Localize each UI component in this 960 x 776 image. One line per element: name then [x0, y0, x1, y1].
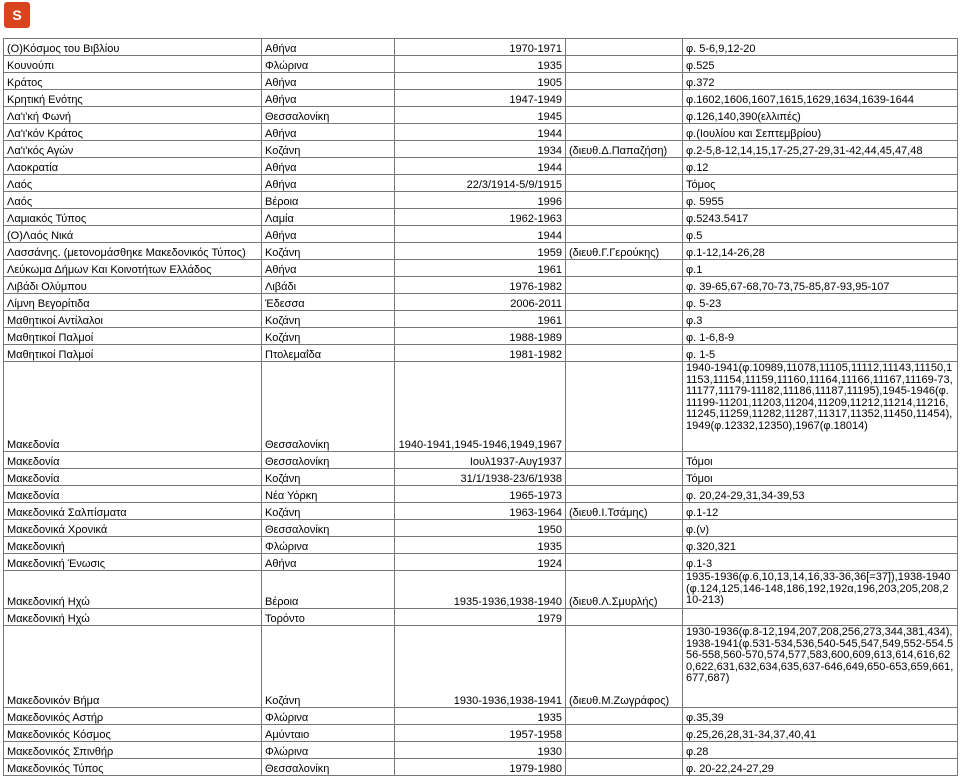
cell-city: Θεσσαλονίκη	[262, 362, 395, 452]
cell-note	[566, 90, 683, 107]
cell-city: Φλώρινα	[262, 537, 395, 554]
cell-issues: φ.3	[683, 311, 958, 328]
cell-issues: φ. 1-6,8-9	[683, 328, 958, 345]
cell-city: Κοζάνη	[262, 469, 395, 486]
table-row	[4, 503, 958, 520]
cell-name: Μακεδονική	[4, 537, 262, 554]
cell-city: Φλώρινα	[262, 742, 395, 759]
cell-years: 1959	[395, 243, 566, 260]
cell-note	[566, 554, 683, 571]
cell-years: 1963-1964	[395, 503, 566, 520]
cell-issues: φ. 5-6,9,12-20	[683, 39, 958, 56]
cell-note	[566, 39, 683, 56]
cell-years: Ιουλ1937-Αυγ1937	[395, 452, 566, 469]
cell-name: Λα'ι'κός Αγών	[4, 141, 262, 158]
cell-years: 1970-1971	[395, 39, 566, 56]
table-row	[4, 362, 958, 452]
cell-note	[566, 294, 683, 311]
cell-city: Κοζάνη	[262, 311, 395, 328]
cell-note: (διευθ.Μ.Ζωγράφος)	[566, 626, 683, 708]
cell-name: (Ο)Λαός Νικά	[4, 226, 262, 243]
cell-name: Λα'ι'κή Φωνή	[4, 107, 262, 124]
cell-issues: Τόμοι	[683, 469, 958, 486]
cell-issues: 1930-1936(φ.8-12,194,207,208,256,273,344,381,434),1938-1941(φ.531-534,536,540-545,547,549,552-554.556-558,560-570,574,577,583,600,609,613,614,616,620,622,631,632,634,635,637-646,649,650-653,659,661,677,687)	[683, 626, 958, 708]
cell-name: Μακεδονικός Κόσμος	[4, 725, 262, 742]
cell-issues: φ.5	[683, 226, 958, 243]
cell-city: Κοζάνη	[262, 626, 395, 708]
table-row	[4, 469, 958, 486]
cell-years: 1940-1941,1945-1946,1949,1967	[395, 362, 566, 452]
cell-years: 1935	[395, 708, 566, 725]
table-row	[4, 537, 958, 554]
cell-name: Μακεδονικός Αστήρ	[4, 708, 262, 725]
cell-city: Αμύνταιο	[262, 725, 395, 742]
cell-city: Λαμία	[262, 209, 395, 226]
cell-name: Λαμιακός Τύπος	[4, 209, 262, 226]
cell-name: Μακεδονικόν Βήμα	[4, 626, 262, 708]
table-row	[4, 725, 958, 742]
cell-name: Μακεδονία	[4, 469, 262, 486]
cell-name: (Ο)Κόσμος του Βιβλίου	[4, 39, 262, 56]
cell-city: Κοζάνη	[262, 243, 395, 260]
table-row	[4, 141, 958, 158]
cell-city: Θεσσαλονίκη	[262, 452, 395, 469]
cell-name: Λίμνη Βεγορίτιδα	[4, 294, 262, 311]
table-row	[4, 708, 958, 725]
cell-note	[566, 537, 683, 554]
cell-note	[566, 520, 683, 537]
cell-note	[566, 759, 683, 776]
table-row	[4, 226, 958, 243]
cell-name: Μακεδονικός Σπινθήρ	[4, 742, 262, 759]
cell-note	[566, 260, 683, 277]
cell-note	[566, 56, 683, 73]
cell-city: Τορόντο	[262, 609, 395, 626]
cell-years: 1934	[395, 141, 566, 158]
cell-years: 1935	[395, 537, 566, 554]
cell-years: 2006-2011	[395, 294, 566, 311]
cell-note	[566, 311, 683, 328]
cell-issues: φ.1602,1606,1607,1615,1629,1634,1639-1644	[683, 90, 958, 107]
cell-issues: φ. 5955	[683, 192, 958, 209]
cell-name: Μακεδονικά Χρονικά	[4, 520, 262, 537]
cell-city: Πτολεμαΐδα	[262, 345, 395, 362]
cell-issues: φ. 1-5	[683, 345, 958, 362]
cell-years: 1962-1963	[395, 209, 566, 226]
table-row	[4, 759, 958, 776]
cell-issues: φ.(ν)	[683, 520, 958, 537]
newspaper-table	[3, 38, 958, 776]
cell-note	[566, 73, 683, 90]
cell-years: 1945	[395, 107, 566, 124]
cell-city: Θεσσαλονίκη	[262, 520, 395, 537]
table-row	[4, 345, 958, 362]
cell-name: Κουνούπι	[4, 56, 262, 73]
cell-note: (διευθ.Δ.Παπαζήση)	[566, 141, 683, 158]
cell-city: Αθήνα	[262, 39, 395, 56]
table-row	[4, 626, 958, 708]
cell-issues: φ. 20,24-29,31,34-39,53	[683, 486, 958, 503]
cell-note	[566, 452, 683, 469]
site-logo[interactable]: S	[4, 2, 30, 28]
table-row	[4, 260, 958, 277]
cell-issues: φ.1	[683, 260, 958, 277]
table-row	[4, 277, 958, 294]
cell-issues: 1935-1936(φ.6,10,13,14,16,33-36,36[=37]),1938-1940(φ.124,125,146-148,186,192,192α,196,203,205,208,210-213)	[683, 571, 958, 609]
cell-name: Κράτος	[4, 73, 262, 90]
cell-years: 1947-1949	[395, 90, 566, 107]
table-row	[4, 452, 958, 469]
cell-note	[566, 725, 683, 742]
cell-issues: φ.1-12,14-26,28	[683, 243, 958, 260]
cell-years: 1935	[395, 56, 566, 73]
cell-city: Αθήνα	[262, 260, 395, 277]
cell-issues: φ.525	[683, 56, 958, 73]
table-row	[4, 158, 958, 175]
cell-years: 31/1/1938-23/6/1938	[395, 469, 566, 486]
cell-city: Νέα Υόρκη	[262, 486, 395, 503]
cell-city: Βέροια	[262, 192, 395, 209]
cell-issues	[683, 609, 958, 626]
cell-issues: φ.372	[683, 73, 958, 90]
cell-years: 1905	[395, 73, 566, 90]
cell-issues: φ.(Ιουλίου και Σεπτεμβρίου)	[683, 124, 958, 141]
cell-name: Μακεδονία	[4, 452, 262, 469]
cell-city: Κοζάνη	[262, 141, 395, 158]
cell-issues: φ.5243.5417	[683, 209, 958, 226]
cell-note	[566, 175, 683, 192]
cell-city: Αθήνα	[262, 175, 395, 192]
cell-issues: φ.28	[683, 742, 958, 759]
table-row	[4, 90, 958, 107]
cell-city: Φλώρινα	[262, 708, 395, 725]
cell-city: Αθήνα	[262, 73, 395, 90]
cell-years: 1957-1958	[395, 725, 566, 742]
cell-years: 1944	[395, 158, 566, 175]
cell-years: 1950	[395, 520, 566, 537]
cell-years: 1981-1982	[395, 345, 566, 362]
cell-note	[566, 209, 683, 226]
cell-issues: Τόμοι	[683, 452, 958, 469]
cell-issues: φ.126,140,390(ελλιπές)	[683, 107, 958, 124]
cell-name: Λασσάνης. (μετονομάσθηκε Μακεδονικός Τύπος)	[4, 243, 262, 260]
cell-note	[566, 158, 683, 175]
cell-city: Αθήνα	[262, 90, 395, 107]
table-row	[4, 328, 958, 345]
cell-years: 1996	[395, 192, 566, 209]
table-row	[4, 520, 958, 537]
cell-name: Μακεδονική Ηχώ	[4, 609, 262, 626]
cell-years: 1976-1982	[395, 277, 566, 294]
cell-name: Μαθητικοί Παλμοί	[4, 328, 262, 345]
cell-name: Μακεδονία	[4, 486, 262, 503]
cell-note	[566, 609, 683, 626]
cell-issues: φ.12	[683, 158, 958, 175]
cell-years: 1924	[395, 554, 566, 571]
cell-city: Αθήνα	[262, 554, 395, 571]
cell-name: Μακεδονική Ηχώ	[4, 571, 262, 609]
cell-city: Αθήνα	[262, 158, 395, 175]
cell-city: Θεσσαλονίκη	[262, 759, 395, 776]
cell-note	[566, 345, 683, 362]
cell-years: 1944	[395, 226, 566, 243]
cell-name: Μαθητικοί Παλμοί	[4, 345, 262, 362]
cell-city: Φλώρινα	[262, 56, 395, 73]
cell-note	[566, 486, 683, 503]
table-row	[4, 124, 958, 141]
table-row	[4, 609, 958, 626]
cell-issues: φ.1-12	[683, 503, 958, 520]
cell-years: 1965-1973	[395, 486, 566, 503]
cell-note	[566, 107, 683, 124]
cell-issues: φ.1-3	[683, 554, 958, 571]
cell-note	[566, 124, 683, 141]
table-row	[4, 192, 958, 209]
table-row	[4, 571, 958, 609]
cell-note	[566, 277, 683, 294]
cell-years: 1979	[395, 609, 566, 626]
cell-name: Κρητική Ενότης	[4, 90, 262, 107]
cell-note	[566, 708, 683, 725]
table-row	[4, 294, 958, 311]
cell-city: Θεσσαλονίκη	[262, 107, 395, 124]
cell-years: 1961	[395, 311, 566, 328]
cell-note	[566, 742, 683, 759]
cell-name: Μακεδονική Ένωσις	[4, 554, 262, 571]
table-row	[4, 73, 958, 90]
cell-years: 1979-1980	[395, 759, 566, 776]
cell-city: Αθήνα	[262, 226, 395, 243]
cell-issues: φ. 20-22,24-27,29	[683, 759, 958, 776]
cell-city: Βέροια	[262, 571, 395, 609]
cell-note: (διευθ.Ι.Τσάμης)	[566, 503, 683, 520]
cell-city: Έδεσσα	[262, 294, 395, 311]
cell-issues: φ. 5-23	[683, 294, 958, 311]
cell-years: 1988-1989	[395, 328, 566, 345]
cell-name: Λεύκωμα Δήμων Και Κοινοτήτων Ελλάδος	[4, 260, 262, 277]
table-row	[4, 742, 958, 759]
cell-name: Μαθητικοί Αντίλαλοι	[4, 311, 262, 328]
cell-note	[566, 362, 683, 452]
cell-issues: Τόμος	[683, 175, 958, 192]
cell-note: (διευθ.Γ.Γερούκης)	[566, 243, 683, 260]
cell-years: 1930	[395, 742, 566, 759]
table-row	[4, 209, 958, 226]
cell-years: 1935-1936,1938-1940	[395, 571, 566, 609]
cell-name: Λαοκρατία	[4, 158, 262, 175]
cell-years: 1944	[395, 124, 566, 141]
table-row	[4, 311, 958, 328]
cell-note	[566, 226, 683, 243]
cell-issues: 1940-1941(φ.10989,11078,11105,11112,11143,11150,11153,11154,11159,11160,11164,11166,11167,11169-73,11177,11179-11182,11186,11187,11195),1945-1946(φ.11199-11201,11203,11204,11209,11212,11214,11216,11245,11259,11282,11287,11317,11352,11450,11454),1949(φ.12332,12350),1967(φ.18014)	[683, 362, 958, 452]
cell-issues: φ. 39-65,67-68,70-73,75-85,87-93,95-107	[683, 277, 958, 294]
table-row	[4, 243, 958, 260]
cell-city: Λιβάδι	[262, 277, 395, 294]
cell-years: 22/3/1914-5/9/1915	[395, 175, 566, 192]
cell-name: Λαός	[4, 192, 262, 209]
cell-name: Μακεδονία	[4, 362, 262, 452]
table-row	[4, 56, 958, 73]
cell-name: Λαός	[4, 175, 262, 192]
table-row	[4, 39, 958, 56]
table-row	[4, 554, 958, 571]
cell-years: 1930-1936,1938-1941	[395, 626, 566, 708]
cell-issues: φ.25,26,28,31-34,37,40,41	[683, 725, 958, 742]
table-row	[4, 175, 958, 192]
cell-note: (διευθ.Λ.Σμυρλής)	[566, 571, 683, 609]
cell-note	[566, 328, 683, 345]
cell-issues: φ.2-5,8-12,14,15,17-25,27-29,31-42,44,45,47,48	[683, 141, 958, 158]
cell-city: Κοζάνη	[262, 503, 395, 520]
cell-city: Αθήνα	[262, 124, 395, 141]
cell-note	[566, 192, 683, 209]
cell-city: Κοζάνη	[262, 328, 395, 345]
table-row	[4, 107, 958, 124]
cell-name: Λιβάδι Ολύμπου	[4, 277, 262, 294]
cell-note	[566, 469, 683, 486]
cell-years: 1961	[395, 260, 566, 277]
cell-name: Λα'ι'κόν Κράτος	[4, 124, 262, 141]
cell-name: Μακεδονικός Τύπος	[4, 759, 262, 776]
cell-name: Μακεδονικά Σαλπίσματα	[4, 503, 262, 520]
cell-issues: φ.35,39	[683, 708, 958, 725]
cell-issues: φ.320,321	[683, 537, 958, 554]
table-row	[4, 486, 958, 503]
